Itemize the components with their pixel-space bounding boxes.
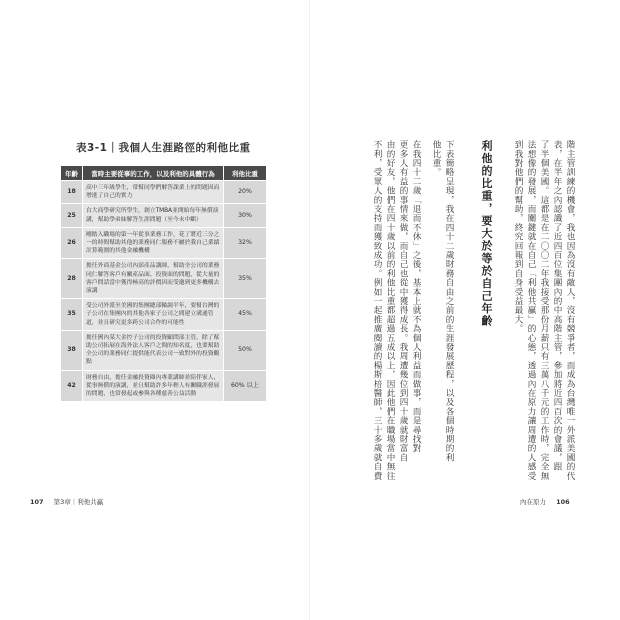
age-cell: 18 <box>61 181 83 204</box>
body-column: 階主管訓練的機會，我也因為沒有敵人，沒有競爭者，而成為台灣唯一外派美國的代 <box>565 140 575 481</box>
body-column: 了半個美國。這都是在二〇〇二年我接受那份月薪只有三萬八千元的工作時，完全無 <box>539 140 549 481</box>
work-cell: 高中三年級學生，常幫同學們解答課業上的問題因而增進了自己的實力 <box>83 181 224 204</box>
age-cell: 42 <box>61 370 83 402</box>
age-cell: 25 <box>61 204 83 227</box>
header-age: 年齡 <box>61 166 83 181</box>
ratio-cell: 20% <box>224 181 267 204</box>
work-cell: 財務自由，擔任金融投資圈內專業講師並陪伴家人，從事無償的演講，並且幫助許多年輕人有關職涯發展的問題，也常發起或參與各種慈善公益活動 <box>83 370 224 402</box>
table-row <box>61 330 267 370</box>
work-cell: 台大商學研究所學生，創立TMBA並開始每年無償演講，幫助學弟妹解答生涯問題（至今未中斷） <box>83 204 224 227</box>
table-row <box>61 181 267 204</box>
body-column: 更多人有益的事情來做，而自己也從中獲得成長。我周遭幾位到四十歲就財富自 <box>398 140 408 462</box>
body-column: 他比重。 <box>431 140 441 177</box>
table-row <box>61 227 267 259</box>
body-column: 不利，受眾人的支持而獲致成功。例如一起推廣閱讀的楊斯棓醫師，三十多歲就自費 <box>372 140 382 481</box>
body-column: 在我四十二歲「退而不休」之後，基本上就不為個人利益而做事，而是尋找對 <box>411 140 421 453</box>
work-cell: 受公司外派至美國的集團總部輪調半年，要幫台灣的子公司在集團內的其他各家子公司之間建立溝通管道，並且研究更多跨公司合作的可能性 <box>83 299 224 331</box>
age-cell: 38 <box>61 330 83 370</box>
right-page-number: 106 <box>556 498 570 506</box>
ratio-cell: 60% 以上 <box>224 370 267 402</box>
age-cell: 35 <box>61 299 83 331</box>
table-title: 表3-1｜我個人生涯路徑的利他比重 <box>76 142 251 154</box>
table-row <box>61 299 267 331</box>
body-column: 下表簡略呈現，我在四十二歲財務自由之前的生涯發展歷程，以及各個時期的利 <box>444 140 454 462</box>
section-heading: 利他的比重，要大於等於自己年齡 <box>480 140 493 328</box>
ratio-cell: 50% <box>224 330 267 370</box>
ratio-cell: 35% <box>224 259 267 299</box>
header-work: 當時主要從事的工作，以及利他的具體行為 <box>83 166 224 181</box>
left-folio <box>30 497 103 506</box>
work-cell: 剛踏入職場的第一年從事業務工作，花了將近三分之一的時間幫助其他的業務同仁服務不屬於我自己業績計算範圍的其他金融機構 <box>83 227 224 259</box>
table-row <box>61 370 267 402</box>
table-row <box>61 259 267 299</box>
left-page-number: 107 <box>30 498 44 506</box>
right-page <box>310 0 620 620</box>
right-folio <box>520 497 570 506</box>
table-row <box>61 204 267 227</box>
body-column: 表，在半年之內認識了近四百位集團內的中高階主管，參加將近四百次的會議，跟 <box>552 140 562 472</box>
altruism-table <box>60 165 267 402</box>
body-column: 由的好友，他們在四十歲以前的利他比重都超過五成以上，因此他們在職場當中無往 <box>385 140 395 481</box>
right-running-head: 內在原力 <box>520 498 546 506</box>
age-cell: 26 <box>61 227 83 259</box>
body-column: 到我對他們的幫助，終究回報到自身受益最大。 <box>513 140 523 334</box>
age-cell: 28 <box>61 259 83 299</box>
header-ratio: 利他比重 <box>224 166 267 181</box>
left-running-head: 第3章｜利他共贏 <box>53 498 104 506</box>
ratio-cell: 30% <box>224 204 267 227</box>
ratio-cell: 45% <box>224 299 267 331</box>
ratio-cell: 32% <box>224 227 267 259</box>
body-column: 法想像的發展，而關鍵就在自己「利他共贏」的心態，透過內在原力讓周遭的人感受 <box>526 140 536 481</box>
work-cell: 擔任國內某大金控子公司的投資顧問部主管，除了幫助公司拓展在海外法人客戶之間的知名度，也要幫助全公司的業務同仁提供能代表公司一致對外的投資觀點 <box>83 330 224 370</box>
table-header-row <box>61 166 267 181</box>
work-cell: 擔任外商基金公司內部產品講師，幫助全公司的業務同仁解答客戶有關產品面、投資面的問題，從大量的客戶問話當中獲得極高的評價因而受邀到更多機構去演講 <box>83 259 224 299</box>
